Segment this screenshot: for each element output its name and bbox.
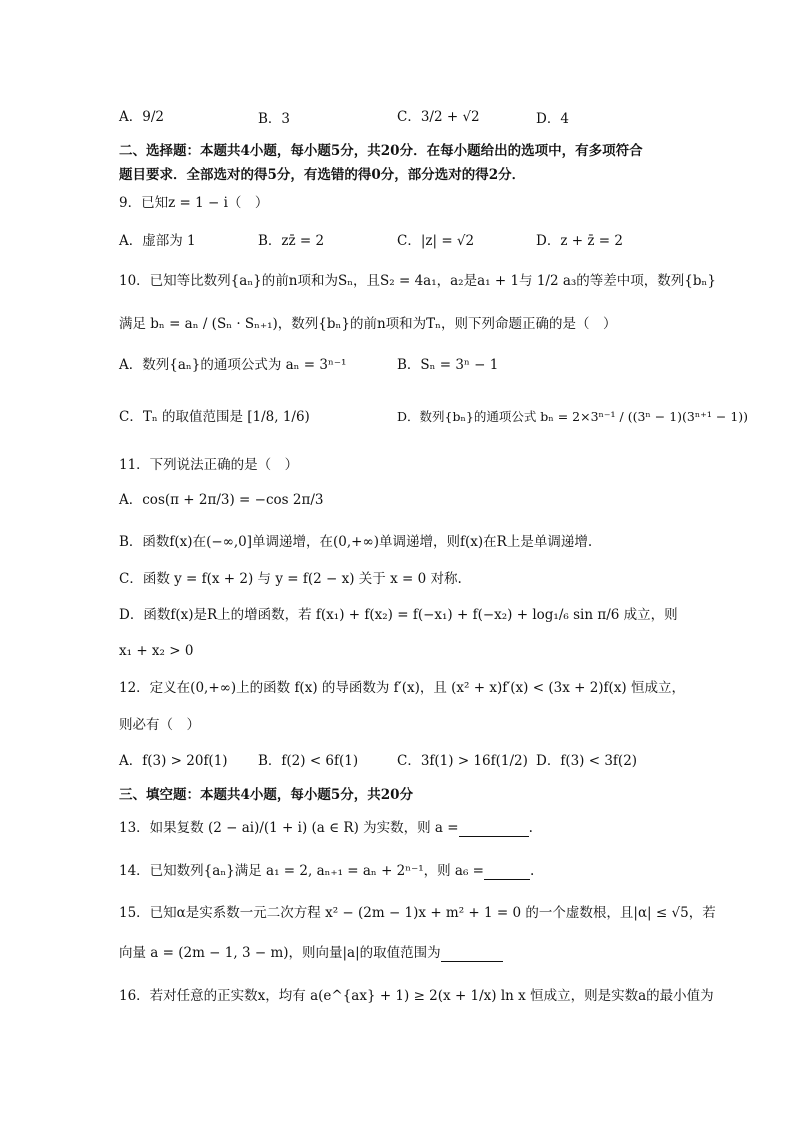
q11-option-c: C．函数 y = f(x + 2) 与 y = f(2 − x) 关于 x = 0 对称.: [119, 571, 462, 587]
q9-stem: 9．已知z = 1 − i（ ）: [119, 195, 269, 211]
q12-stem-line2: 则必有（ ）: [119, 717, 200, 733]
q8-option-a: A．9/2: [119, 109, 164, 125]
q14-end: .: [530, 863, 535, 879]
q9-option-a: A．虚部为 1: [119, 233, 196, 249]
q8-option-c: C．3/2 + √2: [397, 109, 480, 125]
q15-stem: 向量 a = (2m − 1, 3 − m)，则向量|a|的取值范围为: [119, 945, 441, 961]
q10-option-b: B．Sₙ = 3ⁿ − 1: [397, 357, 499, 373]
q10-stem-line2: 满足 bₙ = aₙ / (Sₙ · Sₙ₊₁)，数列{bₙ}的前n项和为Tₙ，则下列命题正确的是（ ）: [119, 316, 617, 332]
q14-text: [119, 862, 534, 880]
q11-option-d-line2: x₁ + x₂ > 0: [119, 643, 194, 659]
q13-stem: 13．如果复数 (2 − ai)/(1 + i) (a ∈ R) 为实数，则 a =: [119, 820, 459, 836]
section2-heading-line2: 题目要求．全部选对的得5分，有选错的得0分，部分选对的得2分．: [119, 167, 526, 183]
q13-text: [119, 819, 533, 837]
q12-option-a: A．f(3) > 20f(1): [119, 753, 228, 769]
q12-stem-line1: 12．定义在(0,+∞)上的函数 f(x) 的导函数为 f′(x)，且 (x² + x)f′(x) < (3x + 2)f(x) 恒成立，: [119, 680, 685, 696]
q8-option-d: D．4: [536, 111, 569, 127]
q14-answer-blank[interactable]: [484, 867, 530, 880]
q11-option-b: B．函数f(x)在(−∞,0]单调递增，在(0,+∞)单调递增，则f(x)在R上是单调递增.: [119, 534, 593, 550]
q10-option-c: C．Tₙ 的取值范围是 [1/8, 1/6): [119, 409, 310, 425]
q15-answer-blank[interactable]: [441, 949, 503, 962]
q11-option-a: A．cos(π + 2π/3) = −cos 2π/3: [119, 492, 324, 508]
q9-option-c: C．|z| = √2: [397, 233, 475, 249]
section3-heading: 三、填空题：本题共4小题，每小题5分，共20分: [119, 787, 414, 803]
q8-option-b: B．3: [258, 111, 291, 127]
q9-option-b: B．zz̄ = 2: [258, 233, 325, 249]
q11-stem: 11．下列说法正确的是（ ）: [119, 457, 299, 473]
q12-option-c: C．3f(1) > 16f(1/2): [397, 753, 528, 769]
q12-option-b: B．f(2) < 6f(1): [258, 753, 359, 769]
section2-heading-line1: 二、选择题：本题共4小题，每小题5分，共20分．在每小题给出的选项中，有多项符合: [119, 143, 643, 159]
q10-option-a: A．数列{aₙ}的通项公式为 aₙ = 3ⁿ⁻¹: [119, 357, 347, 373]
q15-line2: [119, 944, 503, 962]
q13-end: .: [528, 820, 533, 836]
q10-stem-line1: 10．已知等比数列{aₙ}的前n项和为Sₙ，且S₂ = 4a₁，a₂是a₁ + 1与 1/2 a₃的等差中项，数列{bₙ}: [119, 273, 716, 289]
q12-option-d: D．f(3) < 3f(2): [536, 753, 638, 769]
q14-stem: 14．已知数列{aₙ}满足 a₁ = 2, aₙ₊₁ = aₙ + 2ⁿ⁻¹，则 a₆ =: [119, 863, 484, 879]
q10-option-d: D．数列{bₙ}的通项公式 bₙ = 2×3ⁿ⁻¹ / ((3ⁿ − 1)(3ⁿ⁺¹ − 1)): [397, 409, 749, 424]
q15-line1: 15．已知α是实系数一元二次方程 x² − (2m − 1)x + m² + 1 = 0 的一个虚数根，且|α| ≤ √5，若: [119, 905, 716, 921]
q11-option-d-line1: D．函数f(x)是R上的增函数，若 f(x₁) + f(x₂) = f(−x₁) + f(−x₂) + log₁/₆ sin π/6 成立，则: [119, 607, 678, 623]
q16-text: 16．若对任意的正实数x，均有 a(e^{ax} + 1) ≥ 2(x + 1/x) ln x 恒成立，则是实数a的最小值为: [119, 988, 714, 1004]
q9-option-d: D．z + z̄ = 2: [536, 233, 623, 249]
q13-answer-blank[interactable]: [459, 824, 529, 837]
